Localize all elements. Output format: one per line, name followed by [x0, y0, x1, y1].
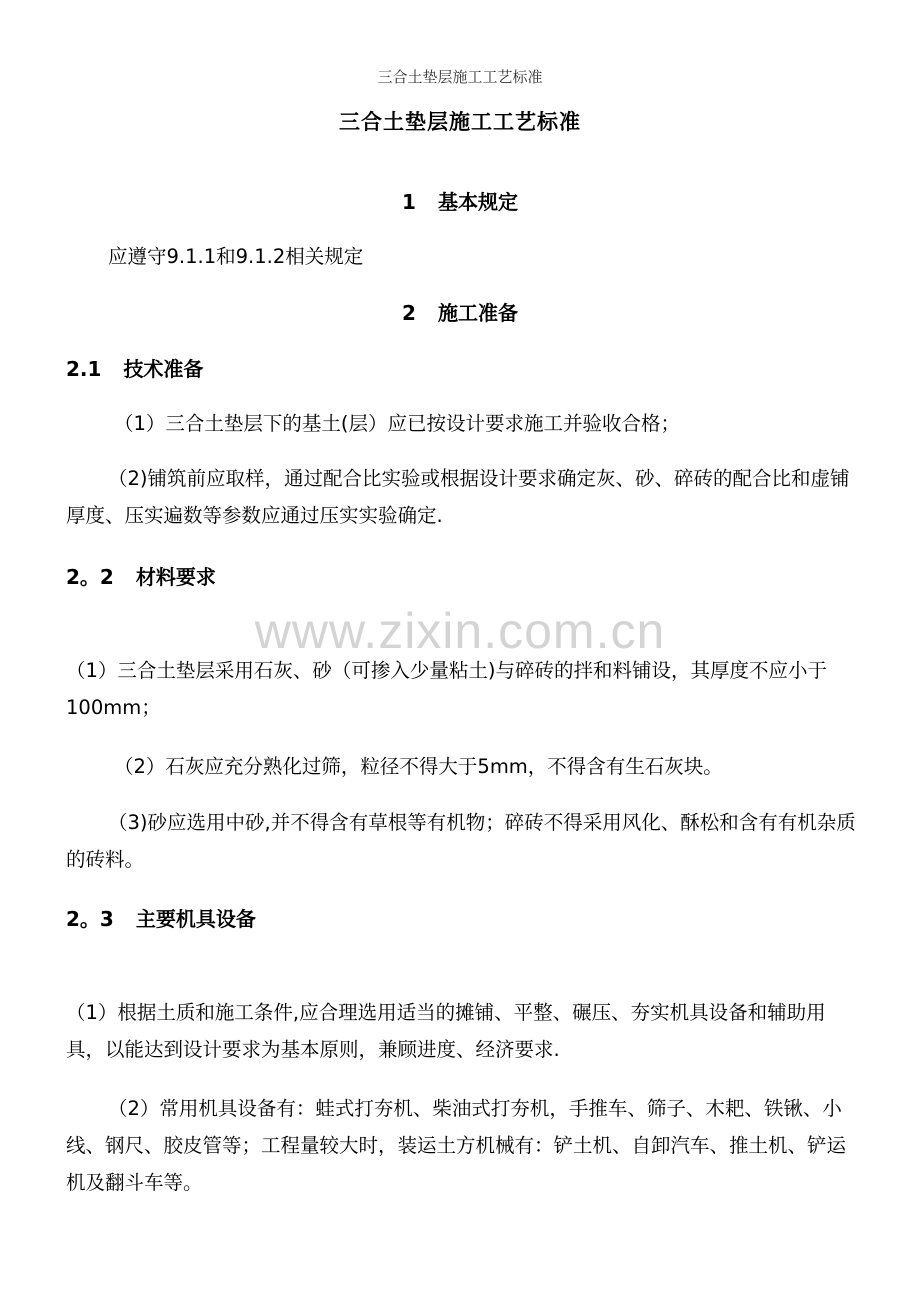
subsection-2-2-paragraph-3: （3)砂应选用中砂,并不得含有草根等有机物；碎砖不得采用风化、酥松和含有有机杂质的砖料。	[66, 811, 856, 871]
subsection-2-1-title: 技术准备	[123, 357, 204, 381]
subsection-2-3-paragraph-1: （1）根据土质和施工条件,应合理选用适当的摊铺、平整、碾压、夯实机具设备和辅助用具，以能达到设计要求为基本原则，兼顾进度、经济要求.	[66, 1001, 826, 1061]
subsection-2-3-paragraph-2: （2）常用机具设备有：蛙式打夯机、柴油式打夯机，手推车、筛子、木耙、铁锹、小线、钢尺、胶皮管等；工程量较大时，装运土方机械有：铲土机、自卸汽车、推土机、铲运机及翻斗车等。	[66, 1097, 847, 1194]
subsection-2-1-number: 2.1	[66, 357, 102, 381]
running-header: 三合土垫层施工工艺标准	[377, 68, 543, 86]
subsection-2-2-title: 材料要求	[135, 565, 216, 589]
subsection-2-2-heading	[66, 561, 216, 590]
subsection-2-3-number: 2。3	[66, 907, 114, 931]
subsection-2-2-number: 2。2	[66, 565, 114, 589]
subsection-2-2-paragraph-2: （2）石灰应充分熟化过筛，粒径不得大于5mm，不得含有生石灰块。	[114, 755, 723, 778]
watermark: www.zixin.com.cn	[254, 603, 666, 659]
subsection-2-3-title: 主要机具设备	[135, 907, 256, 931]
subsection-2-3-heading	[66, 903, 256, 932]
subsection-2-1-heading	[66, 353, 203, 382]
section-2-number: 2	[402, 301, 416, 325]
section-1-title: 基本规定	[437, 190, 518, 214]
subsection-2-2-paragraph-1: （1）三合土垫层采用石灰、砂（可掺入少量粘土)与碎砖的拌和料铺设，其厚度不应小于100mm；	[66, 659, 828, 719]
subsection-2-1-paragraph-2: （2)铺筑前应取样，通过配合比实验或根据设计要求确定灰、砂、碎砖的配合比和虚铺厚度、压实遍数等参数应通过压实实验确定.	[66, 467, 850, 527]
subsection-2-1-paragraph-1: （1）三合土垫层下的基土(层）应已按设计要求施工并验收合格；	[114, 412, 681, 435]
section-1-heading	[0, 186, 920, 215]
section-1-number: 1	[402, 190, 416, 214]
section-2-title: 施工准备	[437, 301, 518, 325]
section-1-paragraph: 应遵守9.1.1和9.1.2相关规定	[108, 245, 364, 268]
document-title: 三合土垫层施工工艺标准	[339, 110, 581, 134]
section-2-heading	[0, 297, 920, 326]
